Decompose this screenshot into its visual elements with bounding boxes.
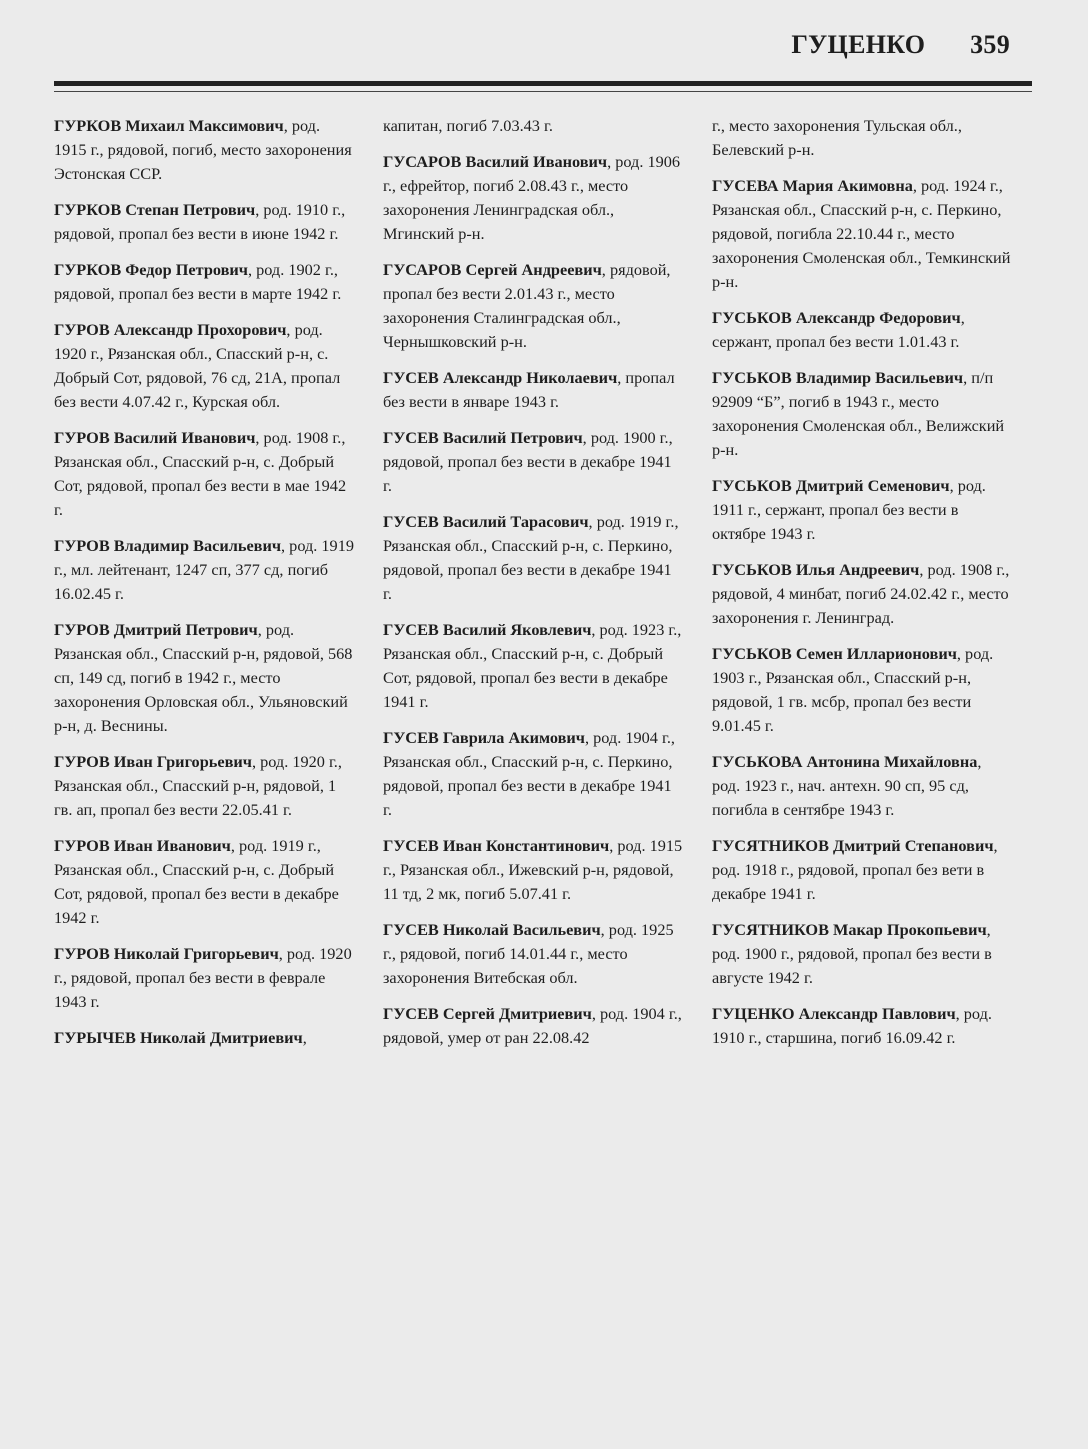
- entry-name: ГУСЬКОВ Дмитрий Семенович: [712, 476, 950, 495]
- entry: [54, 750, 354, 822]
- entry: [54, 834, 354, 930]
- entry-continuation: [712, 114, 1012, 162]
- page-number: 359: [970, 30, 1010, 59]
- column-2: [383, 114, 683, 1062]
- entry-text: , род. 1920 г., рядовой, пропал без вести в феврале 1943 г.: [54, 944, 352, 1011]
- entry-text: , род. 1925 г., рядовой, погиб 14.01.44 г., место захоронения Витебская обл.: [383, 920, 674, 987]
- entry: [712, 750, 1012, 822]
- entry-name: ГУСЕВ Николай Васильевич: [383, 920, 601, 939]
- entry-text: , род. 1908 г., рядовой, 4 минбат, погиб 24.02.42 г., место захоронения г. Ленинград.: [712, 560, 1010, 627]
- entry-name: ГУРОВ Иван Иванович: [54, 836, 231, 855]
- entry-text: , п/п 92909 “Б”, погиб в 1943 г., место захоронения Смоленская обл., Велижский р-н.: [712, 368, 1005, 459]
- entry-continuation: [383, 114, 683, 138]
- entry-text: , род. 1906 г., ефрейтор, погиб 2.08.43 г., место захоронения Ленинградская обл., Мгинский р-н.: [383, 152, 681, 243]
- entry-name: ГУСЬКОВА Антонина Михайловна: [712, 752, 978, 771]
- entry: [712, 174, 1012, 294]
- entry: [712, 366, 1012, 462]
- entry: [712, 834, 1012, 906]
- entry-text: , род. 1918 г., рядовой, пропал без вети в декабре 1941 г.: [712, 836, 998, 903]
- entry: [383, 618, 683, 714]
- column-3: [712, 114, 1012, 1062]
- entry-text: капитан, погиб 7.03.43 г.: [383, 116, 553, 135]
- entry: [383, 366, 683, 414]
- entry-name: ГУСЕВ Василий Тарасович: [383, 512, 589, 531]
- entry: [383, 258, 683, 354]
- entry-name: ГУСЬКОВ Александр Федорович: [712, 308, 961, 327]
- running-head: [791, 30, 1010, 60]
- entry-name: ГУСЕВ Василий Петрович: [383, 428, 583, 447]
- entry-name: ГУРКОВ Степан Петрович: [54, 200, 256, 219]
- entry: [383, 426, 683, 498]
- entry-text: , род. Рязанская обл., Спасский р-н, рядовой, 568 сп, 149 сд, погиб в 1942 г., место захоронения Орловская обл., Ульяновский р-н, д. Веснины.: [54, 620, 353, 735]
- entry: [383, 918, 683, 990]
- entry: [383, 150, 683, 246]
- entry-text: , пропал без вести в январе 1943 г.: [383, 368, 675, 411]
- entry-text: , род. 1904 г., рядовой, умер от ран 22.08.42: [383, 1004, 682, 1047]
- entry: [54, 942, 354, 1014]
- entry-text: , сержант, пропал без вести 1.01.43 г.: [712, 308, 965, 351]
- entry: [383, 510, 683, 606]
- entry: [54, 1026, 354, 1050]
- entry-name: ГУРОВ Александр Прохорович: [54, 320, 287, 339]
- entry-name: ГУСЕВ Иван Константинович: [383, 836, 610, 855]
- entry-name: ГУСЕВ Гаврила Акимович: [383, 728, 585, 747]
- entry-text: , род. 1910 г., старшина, погиб 16.09.42 г.: [712, 1004, 992, 1047]
- entry-name: ГУСЯТНИКОВ Дмитрий Степанович: [712, 836, 994, 855]
- entry-name: ГУЦЕНКО Александр Павлович: [712, 1004, 956, 1023]
- entry: [54, 198, 354, 246]
- column-1: [54, 114, 354, 1062]
- entry-name: ГУРОВ Иван Григорьевич: [54, 752, 252, 771]
- entry-name: ГУРЫЧЕВ Николай Дмитриевич: [54, 1028, 303, 1047]
- entry-text: , род. 1911 г., сержант, пропал без вести в октябре 1943 г.: [712, 476, 986, 543]
- entry-name: ГУСЕВ Александр Николаевич: [383, 368, 618, 387]
- entry: [712, 558, 1012, 630]
- entry-name: ГУСЯТНИКОВ Макар Прокопьевич: [712, 920, 987, 939]
- entry-name: ГУРОВ Дмитрий Петрович: [54, 620, 258, 639]
- entry-text: , род. 1919 г., Рязанская обл., Спасский р-н, с. Добрый Сот, рядовой, пропал без вести в декабре 1942 г.: [54, 836, 339, 927]
- entry-name: ГУСЬКОВ Семен Илларионович: [712, 644, 957, 663]
- entry: [383, 834, 683, 906]
- entry-name: ГУСЕВ Сергей Дмитриевич: [383, 1004, 592, 1023]
- entry: [54, 534, 354, 606]
- entry-text: , род. 1919 г., Рязанская обл., Спасский р-н, с. Перкино, рядовой, пропал без вести в декабре 1941 г.: [383, 512, 679, 603]
- entry-text: , род. 1902 г., рядовой, пропал без вести в марте 1942 г.: [54, 260, 342, 303]
- entry-text: , рядовой, пропал без вести 2.01.43 г., место захоронения Сталинградская обл., Чернышковский р-н.: [383, 260, 671, 351]
- entry-text: , род. 1924 г., Рязанская обл., Спасский р-н, с. Перкино, рядовой, погибла 22.10.44 г., место захоронения Смоленская обл., Темкинский р-н.: [712, 176, 1011, 291]
- entry: [712, 918, 1012, 990]
- entry-text: , род. 1915 г., рядовой, погиб, место захоронения Эстонская ССР.: [54, 116, 352, 183]
- entry-text: ,: [302, 1028, 307, 1047]
- entry-text: , род. 1923 г., нач. антехн. 90 сп, 95 сд, погибла в сентябре 1943 г.: [712, 752, 982, 819]
- entry-name: ГУСЬКОВ Владимир Васильевич: [712, 368, 964, 387]
- header-rule-thin: [54, 91, 1032, 92]
- entry-text: , род. 1923 г., Рязанская обл., Спасский р-н, с. Добрый Сот, рядовой, пропал без вести в декабре 1941 г.: [383, 620, 682, 711]
- entry-text: , род. 1903 г., Рязанская обл., Спасский р-н, рядовой, 1 гв. мсбр, пропал без вести 9.01.45 г.: [712, 644, 994, 735]
- entry-text: , род. 1900 г., рядовой, пропал без вести в декабре 1941 г.: [383, 428, 673, 495]
- entry-name: ГУРКОВ Михаил Максимович: [54, 116, 284, 135]
- entry-name: ГУСЬКОВ Илья Андреевич: [712, 560, 920, 579]
- entry-name: ГУСЕВА Мария Акимовна: [712, 176, 913, 195]
- entry-text: , род. 1910 г., рядовой, пропал без вести в июне 1942 г.: [54, 200, 346, 243]
- entry: [712, 306, 1012, 354]
- entry-text: г., место захоронения Тульская обл., Белевский р-н.: [712, 116, 962, 159]
- entry-name: ГУРОВ Владимир Васильевич: [54, 536, 282, 555]
- entry-name: ГУРОВ Василий Иванович: [54, 428, 256, 447]
- entry-name: ГУСЕВ Василий Яковлевич: [383, 620, 592, 639]
- entry-name: ГУРОВ Николай Григорьевич: [54, 944, 279, 963]
- entry: [54, 114, 354, 186]
- entry-text: , род. 1919 г., мл. лейтенант, 1247 сп, 377 сд, погиб 16.02.45 г.: [54, 536, 354, 603]
- entry: [383, 1002, 683, 1050]
- header-rule: [54, 81, 1032, 86]
- entry-text: , род. 1900 г., рядовой, пропал без вести в августе 1942 г.: [712, 920, 992, 987]
- entry-name: ГУСАРОВ Сергей Андреевич: [383, 260, 602, 279]
- entry: [54, 318, 354, 414]
- entry-text: , род. 1915 г., Рязанская обл., Ижевский р-н, рядовой, 11 тд, 2 мк, погиб 5.07.41 г.: [383, 836, 683, 903]
- entry: [712, 642, 1012, 738]
- entry: [54, 258, 354, 306]
- entry-text: , род. 1904 г., Рязанская обл., Спасский р-н, с. Перкино, рядовой, пропал без вести в декабре 1941 г.: [383, 728, 675, 819]
- entry: [712, 1002, 1012, 1050]
- entry: [383, 726, 683, 822]
- entry: [54, 618, 354, 738]
- entry: [712, 474, 1012, 546]
- entry-name: ГУРКОВ Федор Петрович: [54, 260, 248, 279]
- entry-name: ГУСАРОВ Василий Иванович: [383, 152, 608, 171]
- entry-text: , род. 1920 г., Рязанская обл., Спасский р-н, рядовой, 1 гв. ап, пропал без вести 22.05.41 г.: [54, 752, 342, 819]
- entry-text: , род. 1920 г., Рязанская обл., Спасский р-н, с. Добрый Сот, рядовой, 76 сд, 21А, пропал без вести 4.07.42 г., Курская обл.: [54, 320, 341, 411]
- running-head-title: ГУЦЕНКО: [791, 30, 926, 59]
- entry: [54, 426, 354, 522]
- entry-text: , род. 1908 г., Рязанская обл., Спасский р-н, с. Добрый Сот, рядовой, пропал без вести в мае 1942 г.: [54, 428, 347, 519]
